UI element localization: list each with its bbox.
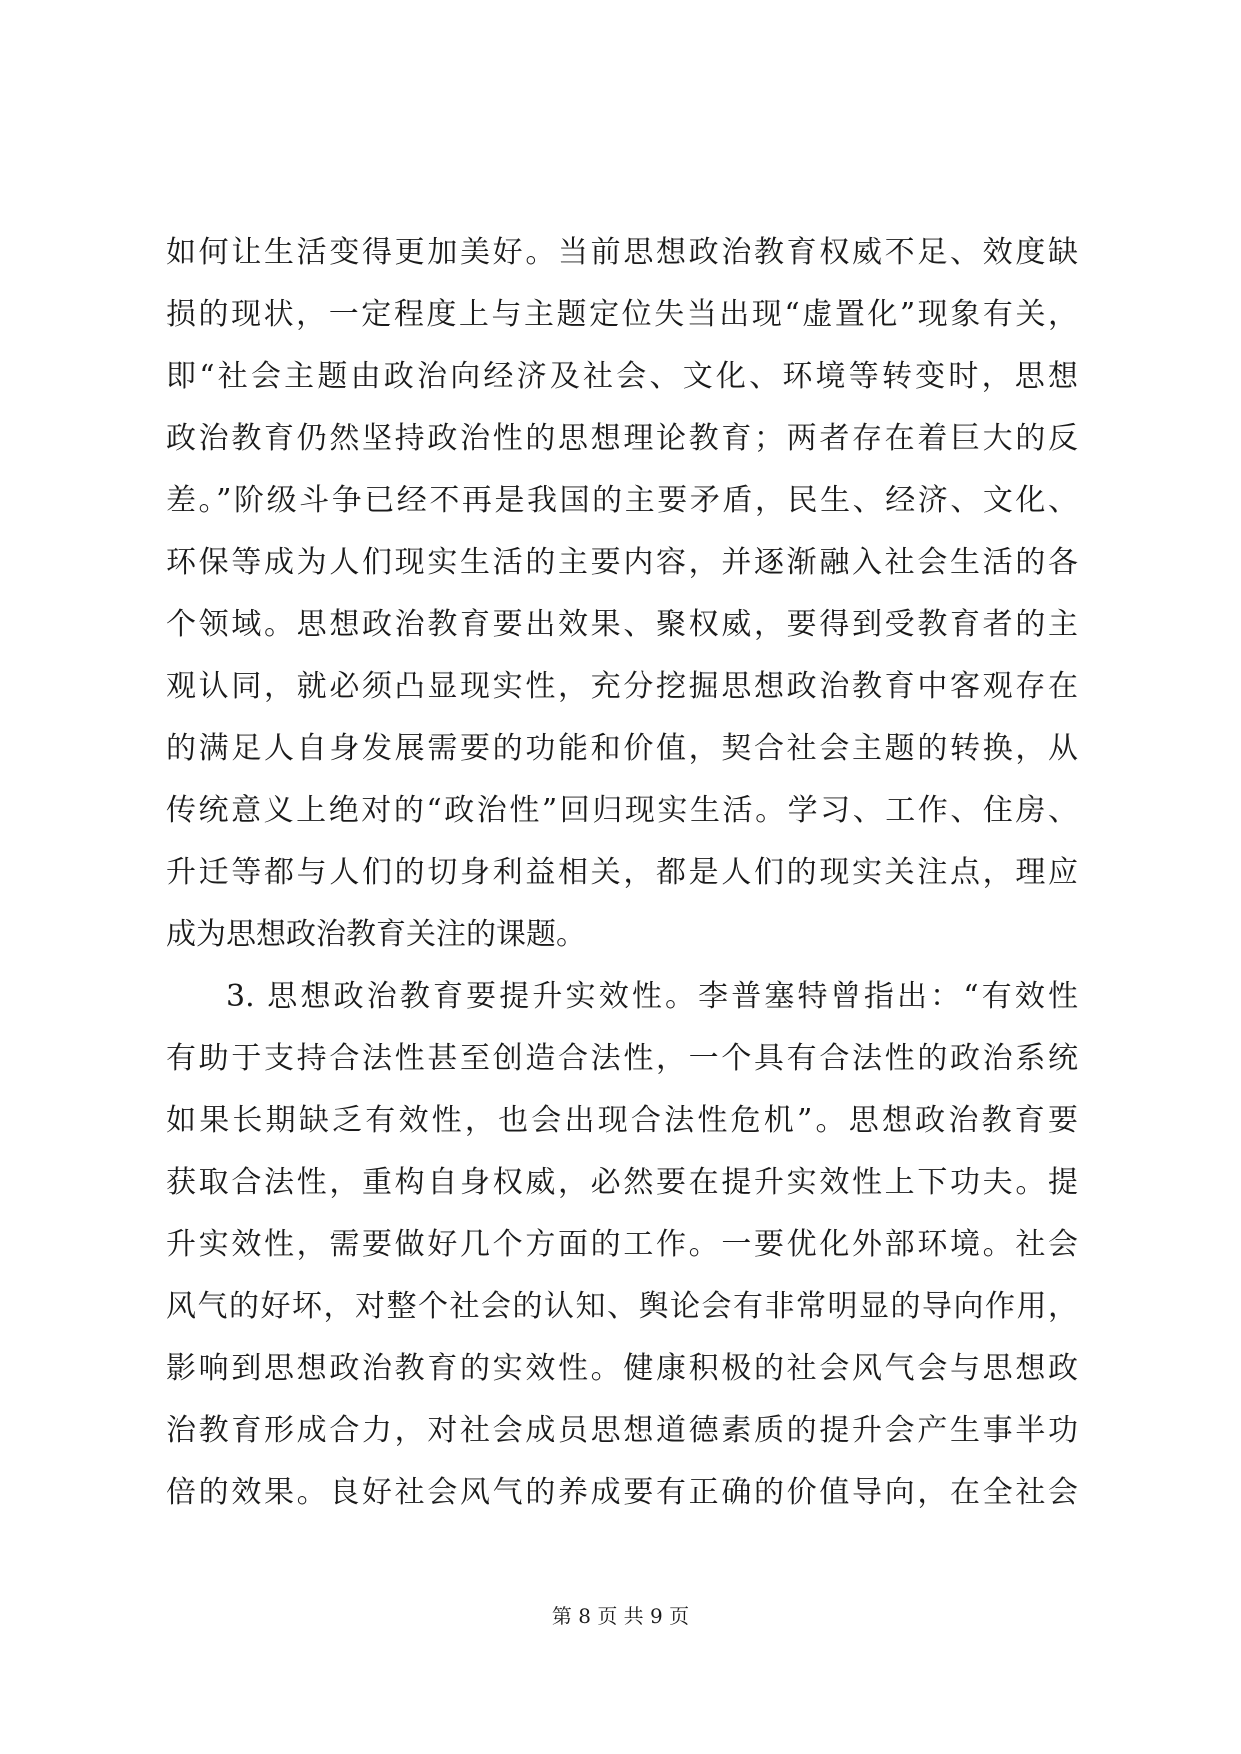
text-line: 成为思想政治教育关注的课题。	[166, 917, 586, 952]
page-footer	[0, 1602, 1241, 1630]
text-line: 差。”阶级斗争已经不再是我国的主要矛盾，民生、经济、文化、	[166, 483, 1078, 518]
text-line: 传统意义上绝对的“政治性”回归现实生活。学习、工作、住房、	[166, 793, 1078, 828]
text-line: 环保等成为人们现实生活的主要内容，并逐渐融入社会生活的各	[166, 545, 1078, 580]
text-line: 的满足人自身发展需要的功能和价值，契合社会主题的转换，从	[166, 731, 1078, 766]
text-line: 治教育形成合力，对社会成员思想道德素质的提升会产生事半功	[166, 1413, 1078, 1448]
text-line: 如果长期缺乏有效性，也会出现合法性危机”。思想政治教育要	[166, 1103, 1078, 1138]
page-number: 第 8 页 共 9 页	[551, 1604, 690, 1628]
text-line: 风气的好坏，对整个社会的认知、舆论会有非常明显的导向作用，	[166, 1289, 1078, 1324]
text-line: 升实效性，需要做好几个方面的工作。一要优化外部环境。社会	[166, 1227, 1078, 1262]
text-line: 损的现状，一定程度上与主题定位失当出现“虚置化”现象有关，	[166, 297, 1078, 332]
text-line: 倍的效果。良好社会风气的养成要有正确的价值导向，在全社会	[166, 1475, 1078, 1510]
text-line: 政治教育仍然坚持政治性的思想理论教育；两者存在着巨大的反	[166, 421, 1078, 456]
text-line: 观认同，就必须凸显现实性，充分挖掘思想政治教育中客观存在	[166, 669, 1078, 704]
text-line: 如何让生活变得更加美好。当前思想政治教育权威不足、效度缺	[166, 235, 1078, 270]
text-line: 获取合法性，重构自身权威，必然要在提升实效性上下功夫。提	[166, 1165, 1078, 1200]
body-text	[166, 222, 1078, 1524]
section-heading-line: 3. 思想政治教育要提升实效性。李普塞特曾指出：“有效性	[226, 979, 1078, 1014]
text-line: 有助于支持合法性甚至创造合法性，一个具有合法性的政治系统	[166, 1041, 1078, 1076]
text-line: 升迁等都与人们的切身利益相关，都是人们的现实关注点，理应	[166, 855, 1078, 890]
text-line: 即“社会主题由政治向经济及社会、文化、环境等转变时，思想	[166, 359, 1078, 394]
text-line: 影响到思想政治教育的实效性。健康积极的社会风气会与思想政	[166, 1351, 1078, 1386]
text-line: 个领域。思想政治教育要出效果、聚权威，要得到受教育者的主	[166, 607, 1078, 642]
